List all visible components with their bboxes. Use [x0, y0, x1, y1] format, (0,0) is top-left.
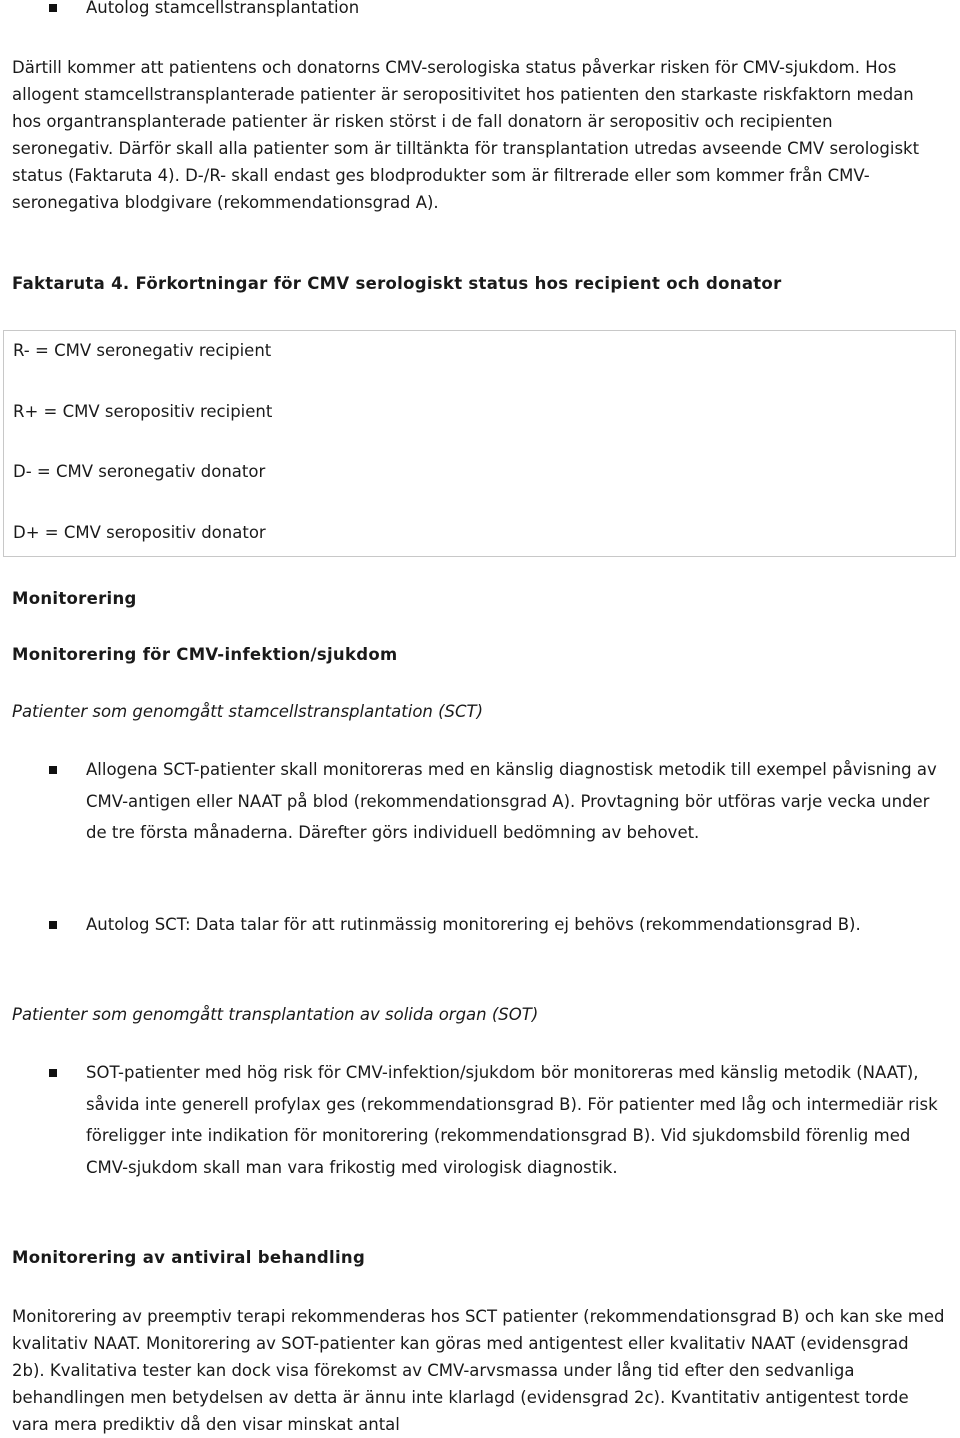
- fact-line-d-neg: D- = CMV seronegativ donator: [13, 462, 266, 481]
- monitorering-heading: Monitorering: [12, 589, 137, 608]
- top-bullet-text: Autolog stamcellstransplantation: [86, 0, 360, 17]
- bullet-square-icon: [49, 1069, 57, 1077]
- monitorering-infektion-heading: Monitorering för CMV-infektion/sjukdom: [12, 645, 398, 664]
- bullet-square-icon: [49, 921, 57, 929]
- antiviral-heading: Monitorering av antiviral behandling: [12, 1248, 366, 1267]
- faktaruta-title: Faktaruta 4. Förkortningar för CMV serologiskt status hos recipient och donator: [12, 274, 782, 293]
- sot-bullet: SOT-patienter med hög risk för CMV-infektion/sjukdom bör monitoreras med känslig metodik (NAAT), såvida inte generell profylax ges (rekommendationsgrad B). För patienter med låg och intermediär risk föreligger inte indikation för monitorering (rekommendationsgrad B). Vid sjukdomsbild förenlig med CMV-sjukdom skall man vara frikostig med virologisk diagnostik.: [86, 1063, 938, 1177]
- antiviral-paragraph: Monitorering av preemptiv terapi rekommenderas hos SCT patienter (rekommendationsgrad B) och kan ske med kvalitativ NAAT. Monitorering av SOT-patienter kan göras med antigentest eller kvalitativ NAAT (evidensgrad 2b). Kvalitativa tester kan dock visa förekomst av CMV-arvsmassa under lång tid efter den sedvanliga behandlingen men betydelsen av detta är ännu inte klarlagd (evidensgrad 2c). Kvantitativ antigentest torde vara mera prediktiv då den visar minskat antal: [12, 1307, 945, 1434]
- fact-line-d-pos: D+ = CMV seropositiv donator: [13, 523, 266, 542]
- sct-bullet-allogena: Allogena SCT-patienter skall monitoreras med en känslig diagnostisk metodik till exempel påvisning av CMV-antigen eller NAAT på blod (rekommendationsgrad A). Provtagning bör utföras varje vecka under de tre första månaderna. Därefter görs individuell bedömning av behovet.: [86, 760, 937, 842]
- bullet-square-icon: [49, 4, 57, 12]
- sct-bullet-autolog: Autolog SCT: Data talar för att rutinmässig monitorering ej behövs (rekommendationsgrad B).: [86, 915, 861, 934]
- faktaruta-box: [3, 330, 956, 557]
- intro-paragraph: Därtill kommer att patientens och donatorns CMV-serologiska status påverkar risken för CMV-sjukdom. Hos allogent stamcellstransplanterade patienter är seropositivitet hos patienten den starkaste riskfaktorn medan hos organtransplanterade patienter är risken störst i de fall donatorn är seropositiv och recipienten seronegativ. Därför skall alla patienter som är tilltänkta för transplantation utredas avseende CMV serologiskt status (Faktaruta 4). D-/R- skall endast ges blodprodukter som är filtrerade eller som kommer från CMV-seronegativa blodgivare (rekommendationsgrad A).: [12, 58, 920, 212]
- bullet-square-icon: [49, 766, 57, 774]
- fact-line-r-neg: R- = CMV seronegativ recipient: [13, 341, 272, 360]
- fact-line-r-pos: R+ = CMV seropositiv recipient: [13, 402, 273, 421]
- sot-subheading: Patienter som genomgått transplantation av solida organ (SOT): [12, 1005, 539, 1024]
- sct-subheading: Patienter som genomgått stamcellstransplantation (SCT): [12, 702, 484, 721]
